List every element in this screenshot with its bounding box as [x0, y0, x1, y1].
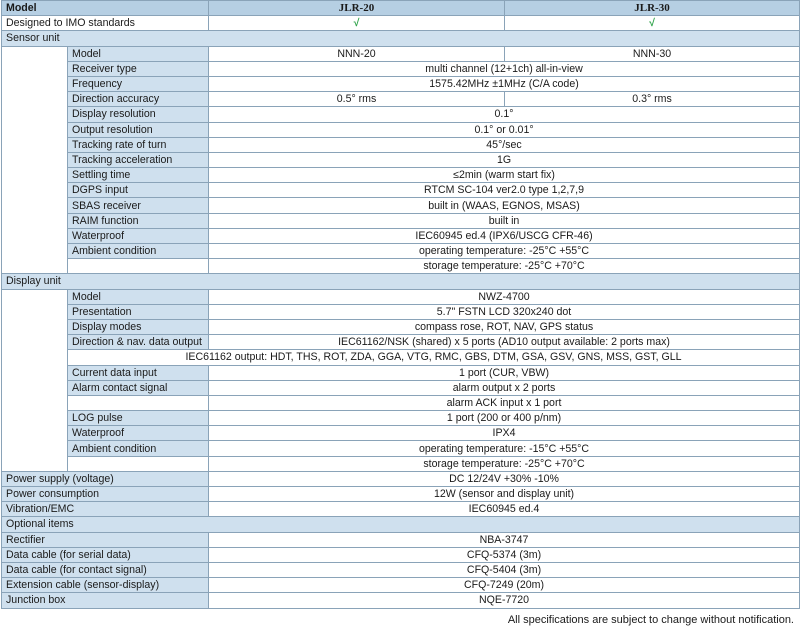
row-value: storage temperature: -25°C +70°C — [209, 456, 800, 471]
spec-row — [2, 183, 800, 198]
row-value: RTCM SC-104 ver2.0 type 1,2,7,9 — [209, 183, 800, 198]
row-label: Waterproof — [68, 228, 209, 243]
row-label: Receiver type — [68, 61, 209, 76]
row-label: Ambient condition — [68, 244, 209, 259]
row-label: Rectifier — [2, 532, 209, 547]
row-value: 1 port (CUR, VBW) — [209, 365, 800, 380]
row-value: multi channel (12+1ch) all-in-view — [209, 61, 800, 76]
row-value: NNN-20 — [209, 46, 505, 61]
imo-row — [2, 16, 800, 31]
row-value: 1 port (200 or 400 p/nm) — [209, 411, 800, 426]
spec-row — [2, 46, 800, 61]
spec-row — [2, 122, 800, 137]
spec-row — [2, 411, 800, 426]
spec-row — [2, 213, 800, 228]
row-value: 5.7" FSTN LCD 320x240 dot — [209, 304, 800, 319]
row-label: Alarm contact signal — [68, 380, 209, 395]
row-value: 0.3° rms — [505, 92, 800, 107]
row-value: 0.5° rms — [209, 92, 505, 107]
row-value: 45°/sec — [209, 137, 800, 152]
spec-row — [2, 198, 800, 213]
row-label: Tracking rate of turn — [68, 137, 209, 152]
row-label: Model — [68, 46, 209, 61]
spec-row — [2, 168, 800, 183]
spec-row — [2, 335, 800, 350]
row-value: NWZ-4700 — [209, 289, 800, 304]
row-value: operating temperature: -15°C +55°C — [209, 441, 800, 456]
row-value: IEC60945 ed.4 (IPX6/USCG CFR-46) — [209, 228, 800, 243]
row-label: Output resolution — [68, 122, 209, 137]
row-label: Frequency — [68, 76, 209, 91]
row-label: Display modes — [68, 319, 209, 334]
row-value: operating temperature: -25°C +55°C — [209, 244, 800, 259]
spec-row — [2, 532, 800, 547]
spec-row — [2, 380, 800, 395]
spec-row — [2, 92, 800, 107]
row-value: 1575.42MHz ±1MHz (C/A code) — [209, 76, 800, 91]
check-icon: √ — [505, 16, 800, 31]
spec-row — [2, 487, 800, 502]
row-label: Current data input — [68, 365, 209, 380]
spec-row — [2, 244, 800, 259]
row-label: Ambient condition — [68, 441, 209, 456]
row-label: Data cable (for serial data) — [2, 547, 209, 562]
row-value: compass rose, ROT, NAV, GPS status — [209, 319, 800, 334]
spec-row — [2, 228, 800, 243]
check-icon: √ — [209, 16, 505, 31]
row-value: 1G — [209, 152, 800, 167]
section-header-display — [2, 274, 800, 289]
row-value: IEC61162/NSK (shared) x 5 ports (AD10 output available: 2 ports max) — [209, 335, 800, 350]
row-value: storage temperature: -25°C +70°C — [209, 259, 800, 274]
row-value: CFQ-5374 (3m) — [209, 547, 800, 562]
row-label: DGPS input — [68, 183, 209, 198]
row-value: IEC60945 ed.4 — [209, 502, 800, 517]
row-label: Model — [68, 289, 209, 304]
row-label: Extension cable (sensor-display) — [2, 578, 209, 593]
imo-label: Designed to IMO standards — [2, 16, 209, 31]
spec-row — [2, 152, 800, 167]
row-value: IPX4 — [209, 426, 800, 441]
row-label: Display resolution — [68, 107, 209, 122]
jlr20-header: JLR-20 — [209, 1, 505, 16]
row-label: LOG pulse — [68, 411, 209, 426]
row-value: 0.1° or 0.01° — [209, 122, 800, 137]
row-label: Power consumption — [2, 487, 209, 502]
row-label: Power supply (voltage) — [2, 471, 209, 486]
row-label: Settling time — [68, 168, 209, 183]
row-label: SBAS receiver — [68, 198, 209, 213]
indent-cell — [2, 46, 68, 274]
row-label: RAIM function — [68, 213, 209, 228]
spec-row — [2, 259, 800, 274]
row-label: Direction accuracy — [68, 92, 209, 107]
row-label: Presentation — [68, 304, 209, 319]
header-row — [2, 1, 800, 16]
row-value: built in (WAAS, EGNOS, MSAS) — [209, 198, 800, 213]
footnote: All specifications are subject to change without notification. — [507, 614, 794, 626]
spec-row — [2, 319, 800, 334]
spec-row — [2, 578, 800, 593]
spec-row — [2, 456, 800, 471]
spec-row — [2, 593, 800, 608]
row-label: Tracking acceleration — [68, 152, 209, 167]
section-title: Sensor unit — [2, 31, 800, 46]
row-label: Direction & nav. data output — [68, 335, 209, 350]
section-title: Optional items — [2, 517, 800, 532]
spec-row — [2, 61, 800, 76]
row-label: Junction box — [2, 593, 209, 608]
spec-row — [2, 137, 800, 152]
row-value: ≤2min (warm start fix) — [209, 168, 800, 183]
spec-row — [2, 471, 800, 486]
row-value: CFQ-7249 (20m) — [209, 578, 800, 593]
row-value: NBA-3747 — [209, 532, 800, 547]
spec-row — [2, 289, 800, 304]
row-value: 12W (sensor and display unit) — [209, 487, 800, 502]
row-value: CFQ-5404 (3m) — [209, 562, 800, 577]
row-value: alarm ACK input x 1 port — [209, 395, 800, 410]
model-header: Model — [2, 1, 209, 16]
spec-row — [2, 304, 800, 319]
row-value: alarm output x 2 ports — [209, 380, 800, 395]
row-label: Data cable (for contact signal) — [2, 562, 209, 577]
row-label: Vibration/EMC — [2, 502, 209, 517]
jlr30-header: JLR-30 — [505, 1, 800, 16]
row-value: DC 12/24V +30% -10% — [209, 471, 800, 486]
section-header-optional — [2, 517, 800, 532]
spec-row — [2, 562, 800, 577]
spec-row — [2, 547, 800, 562]
row-value: built in — [209, 213, 800, 228]
spec-table — [1, 0, 800, 609]
indent-cell — [2, 289, 68, 471]
section-title: Display unit — [2, 274, 800, 289]
spec-row — [2, 502, 800, 517]
row-value: NNN-30 — [505, 46, 800, 61]
output-sentences: IEC61162 output: HDT, THS, ROT, ZDA, GGA, VTG, RMC, GBS, DTM, GSA, GSV, GNS, MSS, GST, GLL — [68, 350, 800, 365]
spec-row — [2, 365, 800, 380]
spec-row — [2, 107, 800, 122]
row-label: Waterproof — [68, 426, 209, 441]
section-header-sensor — [2, 31, 800, 46]
spec-row — [2, 426, 800, 441]
spec-row — [2, 350, 800, 365]
spec-row — [2, 76, 800, 91]
spec-row — [2, 441, 800, 456]
row-value: 0.1° — [209, 107, 800, 122]
spec-row — [2, 395, 800, 410]
row-value: NQE-7720 — [209, 593, 800, 608]
